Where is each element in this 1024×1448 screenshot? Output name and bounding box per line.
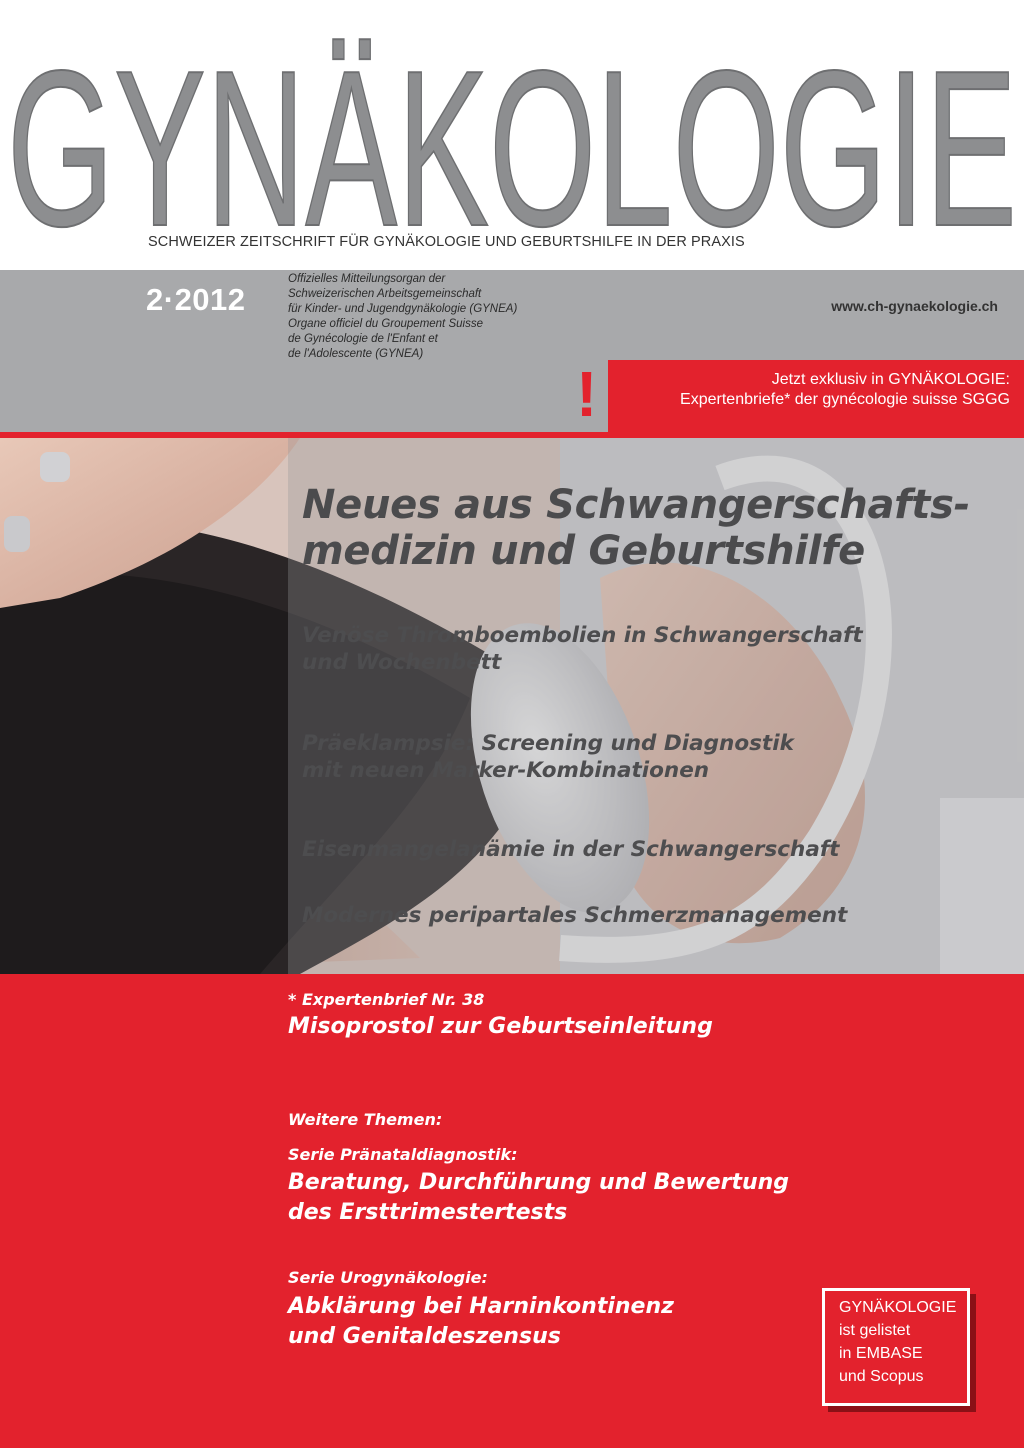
expert-letter-label: * Expertenbrief Nr. 38 bbox=[288, 990, 485, 1009]
website-link[interactable]: www.ch-gynaekologie.ch bbox=[831, 298, 998, 314]
series1-title-line: Beratung, Durchführung und Bewertung bbox=[288, 1170, 790, 1195]
official-line: für Kinder- und Jugendgynäkologie (GYNEA) bbox=[288, 303, 518, 315]
masthead-subtitle: SCHWEIZER ZEITSCHRIFT FÜR GYNÄKOLOGIE UND GEBURTSHILFE IN DER PRAXIS bbox=[148, 234, 745, 250]
series2-title-line: und Genitaldeszensus bbox=[288, 1324, 561, 1349]
issue-number: 2·2012 bbox=[146, 282, 246, 317]
series1-label: Serie Pränataldiagnostik: bbox=[288, 1145, 518, 1164]
topic-line: mit neuen Marker-Kombinationen bbox=[302, 758, 710, 783]
series2-title-line: Abklärung bei Harninkontinenz bbox=[288, 1294, 674, 1319]
more-topics-label: Weitere Themen: bbox=[288, 1110, 443, 1129]
series2-label: Serie Urogynäkologie: bbox=[288, 1268, 488, 1287]
promo-line: Expertenbriefe* der gynécologie suisse SGGG bbox=[680, 391, 1010, 408]
embase-line: GYNÄKOLOGIE bbox=[839, 1299, 957, 1316]
series2-title bbox=[288, 1292, 674, 1352]
main-title-line: medizin und Geburtshilfe bbox=[302, 528, 866, 574]
cover-topic bbox=[302, 622, 1012, 676]
embase-line: ist gelistet bbox=[839, 1322, 911, 1339]
official-line: Schweizerischen Arbeitsgemeinschaft bbox=[288, 288, 482, 300]
cover-topic bbox=[302, 836, 1012, 863]
embase-line: in EMBASE bbox=[839, 1345, 923, 1362]
expert-letter-title: Misoprostol zur Geburtseinleitung bbox=[288, 1014, 713, 1039]
topic-line: Präeklampsie: Screening und Diagnostik bbox=[302, 731, 794, 756]
series1-title-line: des Ersttrimestertests bbox=[288, 1200, 568, 1225]
masthead-title: GYNÄKOLOGIE bbox=[7, 25, 1017, 235]
promo-line: Jetzt exklusiv in GYNÄKOLOGIE: bbox=[771, 371, 1010, 388]
cover-main-title bbox=[302, 482, 1022, 574]
official-line: Offizielles Mitteilungsorgan der bbox=[288, 273, 446, 285]
magazine-masthead bbox=[0, 20, 1024, 235]
embase-line: und Scopus bbox=[839, 1368, 924, 1385]
topic-line: Eisenmangelanämie in der Schwangerschaft bbox=[302, 837, 840, 862]
exclamation-icon: ! bbox=[576, 358, 598, 430]
topic-line: und Wochenbett bbox=[302, 650, 502, 675]
official-line: Organe officiel du Groupement Suisse bbox=[288, 318, 483, 330]
series1-title bbox=[288, 1168, 789, 1228]
official-line: de Gynécologie de l'Enfant et bbox=[288, 333, 438, 345]
main-title-line: Neues aus Schwangerschafts- bbox=[302, 482, 970, 528]
promo-banner bbox=[608, 360, 1024, 433]
embase-listing-box bbox=[822, 1288, 970, 1406]
cover-topic bbox=[302, 730, 1012, 784]
topic-line: Modernes peripartales Schmerzmanagement bbox=[302, 903, 848, 928]
cover-topic bbox=[302, 902, 1012, 929]
official-line: de l'Adolescente (GYNEA) bbox=[288, 348, 424, 360]
official-organ-text bbox=[288, 272, 568, 362]
topic-line: Venöse Thromboembolien in Schwangerschaft bbox=[302, 623, 863, 648]
